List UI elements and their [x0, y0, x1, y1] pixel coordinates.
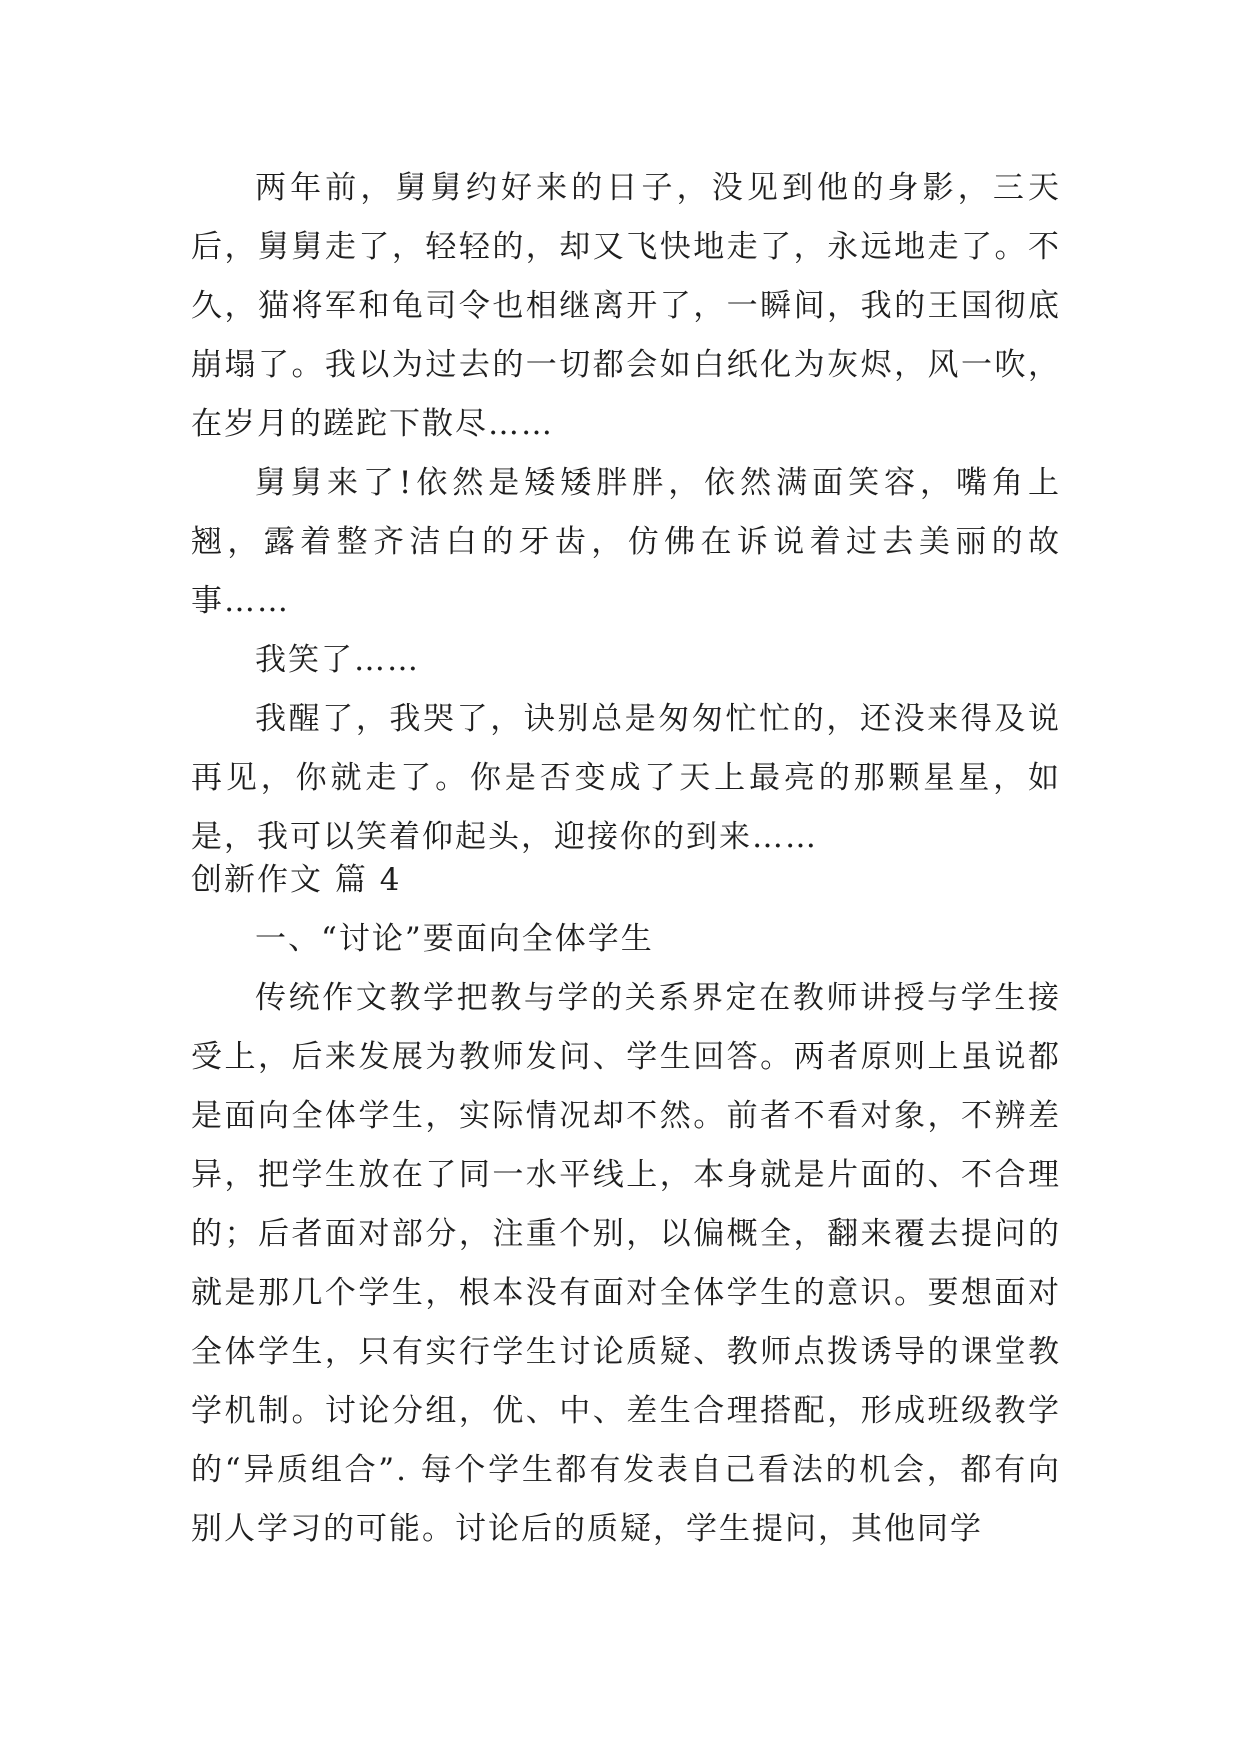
essay4-subheading: 一、“讨论”要面向全体学生 [255, 921, 654, 957]
story-paragraph-4: 我醒了，我哭了，诀别总是匆匆忙忙的，还没来得及说再见，你就走了。你是否变成了天上最亮的那颗星星，如是，我可以笑着仰起头，迎接你的到来…… [191, 701, 1061, 855]
essay4-heading: 创新作文 篇 4 [191, 862, 402, 898]
story-paragraph-2: 舅舅来了!依然是矮矮胖胖，依然满面笑容，嘴角上翘，露着整齐洁白的牙齿，仿佛在诉说着过去美丽的故事…… [191, 465, 1061, 619]
essay4-paragraph-1: 传统作文教学把教与学的关系界定在教师讲授与学生接受上，后来发展为教师发问、学生回答。两者原则上虽说都是面向全体学生，实际情况却不然。前者不看对象，不辨差异，把学生放在了同一水平线上，本身就是片面的、不合理的；后者面对部分，注重个别，以偏概全，翻来覆去提问的就是那几个学生，根本没有面对全体学生的意识。要想面对全体学生，只有实行学生讨论质疑、教师点拨诱导的课堂教学机制。讨论分组，优、中、差生合理搭配，形成班级教学的“异质组合”. 每个学生都有发表自己看法的机会，都有向别人学习的可能。讨论后的质疑，学生提问，其他同学 [191, 980, 1061, 1547]
story-paragraph-3: 我笑了…… [255, 642, 420, 678]
story-paragraph-1: 两年前，舅舅约好来的日子，没见到他的身影，三天后，舅舅走了，轻轻的，却又飞快地走了，永远地走了。不久，猫将军和龟司令也相继离开了，一瞬间，我的王国彻底崩塌了。我以为过去的一切都会如白纸化为灰烬，风一吹，在岁月的蹉跎下散尽…… [191, 170, 1061, 442]
story-section [191, 159, 1061, 867]
essay4-section [191, 851, 1061, 1559]
